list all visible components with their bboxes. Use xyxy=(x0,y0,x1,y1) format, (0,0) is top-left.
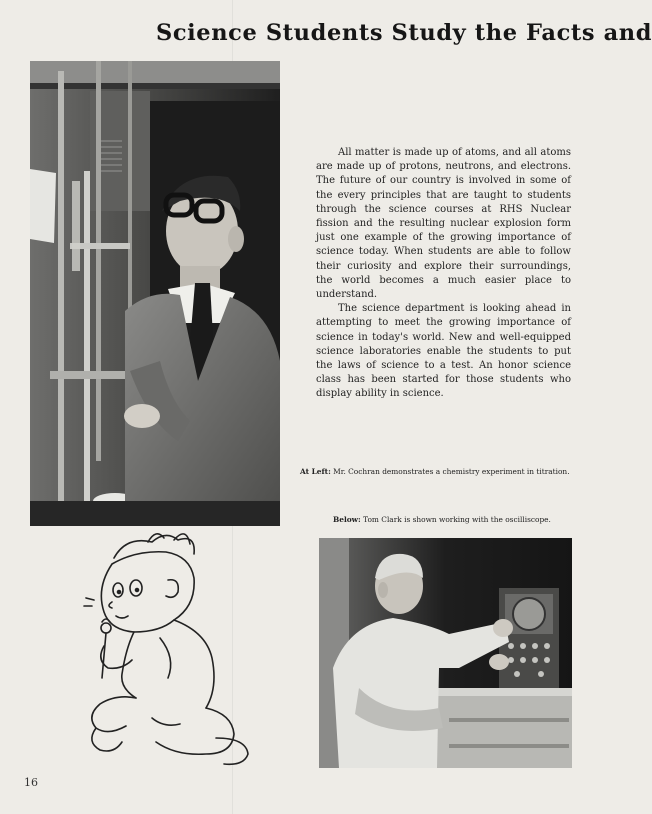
article-body xyxy=(316,146,571,402)
page-number: 16 xyxy=(24,776,38,789)
chemistry-teacher-photo xyxy=(30,61,280,526)
caption-text: Mr. Cochran demonstrates a chemistry experiment in titration. xyxy=(330,467,570,476)
caption-lead: At Left: xyxy=(300,467,331,476)
caption-text: Tom Clark is shown working with the oscilliscope. xyxy=(360,515,551,524)
caption-at-left xyxy=(300,467,575,477)
caption-lead: Below: xyxy=(333,515,361,524)
page-title: Science Students Study the Facts and xyxy=(156,20,652,46)
caption-below xyxy=(333,515,583,525)
oscilloscope-student-photo xyxy=(319,538,572,768)
article-paragraph: All matter is made up of atoms, and all atoms are made up of protons, neutrons, and electrons. The future of our country is involved in some of the every principles that are taught to students through the science courses at RHS Nuclear fission and the resulting nuclear explosion form just one example of the growing importance of science today. When students are able to follow their curiosity and explore their surroundings, the world becomes a much easier place to understand. xyxy=(316,147,571,301)
cartoon-child-sketch xyxy=(56,528,256,768)
article-paragraph: The science department is looking ahead in attempting to meet the growing importance of science in today's world. New and well-equipped science laboratories enable the students to put the laws of science to a test. An honor science class has been started for those students who display ability in science. xyxy=(316,303,571,400)
